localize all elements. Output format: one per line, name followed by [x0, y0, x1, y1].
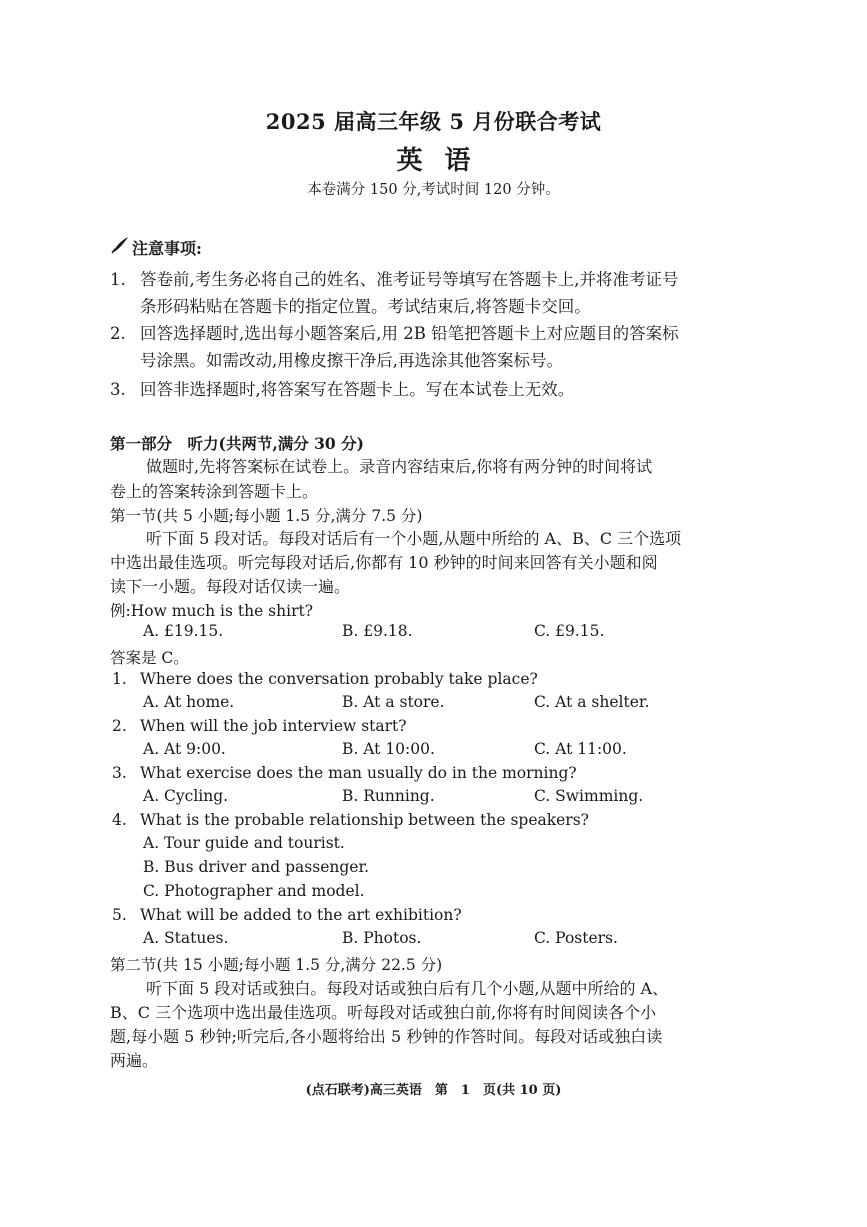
- option-a: A. Cycling.: [143, 787, 229, 805]
- question-number: 2.: [112, 717, 127, 735]
- question-text: Where does the conversation probably take place?: [140, 670, 538, 688]
- question-number: 1.: [112, 670, 127, 688]
- example-question: 例:How much is the shirt?: [110, 602, 314, 620]
- example-option-c: C. £9.15.: [534, 622, 605, 640]
- question-number: 5.: [112, 906, 127, 924]
- option-b: B. At a store.: [342, 693, 445, 711]
- question-number: 3.: [112, 764, 127, 782]
- option-c: C. Photographer and model.: [143, 882, 365, 900]
- pen-icon: [110, 235, 132, 259]
- option-a: A. Statues.: [143, 929, 229, 947]
- section2-heading: 第二节(共 15 小题;每小题 1.5 分,满分 22.5 分): [110, 956, 443, 974]
- score-info: 本卷满分 150 分,考试时间 120 分钟。: [307, 182, 560, 198]
- note-item-3: 3. 回答非选择题时,将答案写在答题卡上。写在本试卷上无效。: [110, 380, 575, 399]
- section1-intro-line2: 中选出最佳选项。听完每段对话后,你都有 10 秒钟的时间来回答有关小题和阅: [110, 553, 658, 572]
- option-c: C. Posters.: [534, 929, 618, 947]
- option-c: C. At a shelter.: [534, 693, 650, 711]
- section2-intro-line4: 两遍。: [110, 1051, 159, 1070]
- part1-heading: 第一部分 听力(共两节,满分 30 分): [110, 434, 364, 453]
- question-number: 4.: [112, 811, 127, 829]
- section1-intro-line3: 读下一小题。每段对话仅读一遍。: [110, 577, 351, 596]
- example-option-b: B. £9.18.: [342, 622, 413, 640]
- question-text: When will the job interview start?: [140, 717, 407, 735]
- example-answer: 答案是 C。: [110, 649, 189, 667]
- question-text: What exercise does the man usually do in the morning?: [140, 764, 577, 782]
- section2-intro-line2: B、C 三个选项中选出最佳选项。听每段对话或独白前,你将有时间阅读各个小: [110, 1003, 657, 1022]
- option-b: B. Running.: [342, 787, 435, 805]
- note-item-2: 2. 回答选择题时,选出每小题答案后,用 2B 铅笔把答题卡上对应题目的答案标 号涂黑。如需改动,用橡皮擦干净后,再选涂其他答案标号。: [110, 324, 679, 370]
- question-text: What will be added to the art exhibition?: [140, 906, 462, 924]
- exam-title: 2025 届高三年级 5 月份联合考试: [265, 109, 602, 134]
- option-c: C. At 11:00.: [534, 740, 627, 758]
- part1-intro-line2: 卷上的答案转涂到答题卡上。: [110, 482, 319, 501]
- example-option-a: A. £19.15.: [143, 622, 224, 640]
- option-a: A. At 9:00.: [143, 740, 226, 758]
- notes-heading: [110, 235, 202, 259]
- option-a: A. At home.: [143, 693, 235, 711]
- option-a: A. Tour guide and tourist.: [143, 834, 345, 852]
- section1-heading: 第一节(共 5 小题;每小题 1.5 分,满分 7.5 分): [110, 507, 423, 525]
- option-b: B. At 10:00.: [342, 740, 435, 758]
- note-item-1: 1. 答卷前,考生务必将自己的姓名、准考证号等填写在答题卡上,并将准考证号 条形码粘贴在答题卡的指定位置。考试结束后,将答题卡交回。: [110, 270, 679, 316]
- option-b: B. Bus driver and passenger.: [143, 858, 370, 876]
- part1-intro-line1: 做题时,先将答案标在试卷上。录音内容结束后,你将有两分钟的时间将试: [146, 457, 653, 476]
- notes-heading-label: 注意事项:: [132, 238, 202, 258]
- option-b: B. Photos.: [342, 929, 422, 947]
- subject-title: 英语: [396, 146, 493, 176]
- option-c: C. Swimming.: [534, 787, 644, 805]
- section2-intro-line1: 听下面 5 段对话或独白。每段对话或独白后有几个小题,从题中所给的 A、: [146, 979, 669, 998]
- section1-intro-line1: 听下面 5 段对话。每段对话后有一个小题,从题中所给的 A、B、C 三个选项: [146, 529, 682, 548]
- page-footer: (点石联考)高三英语 第 1 页(共 10 页): [305, 1083, 562, 1098]
- section2-intro-line3: 题,每小题 5 秒钟;听完后,各小题将给出 5 秒钟的作答时间。每段对话或独白读: [110, 1027, 663, 1046]
- question-text: What is the probable relationship between the speakers?: [140, 811, 589, 829]
